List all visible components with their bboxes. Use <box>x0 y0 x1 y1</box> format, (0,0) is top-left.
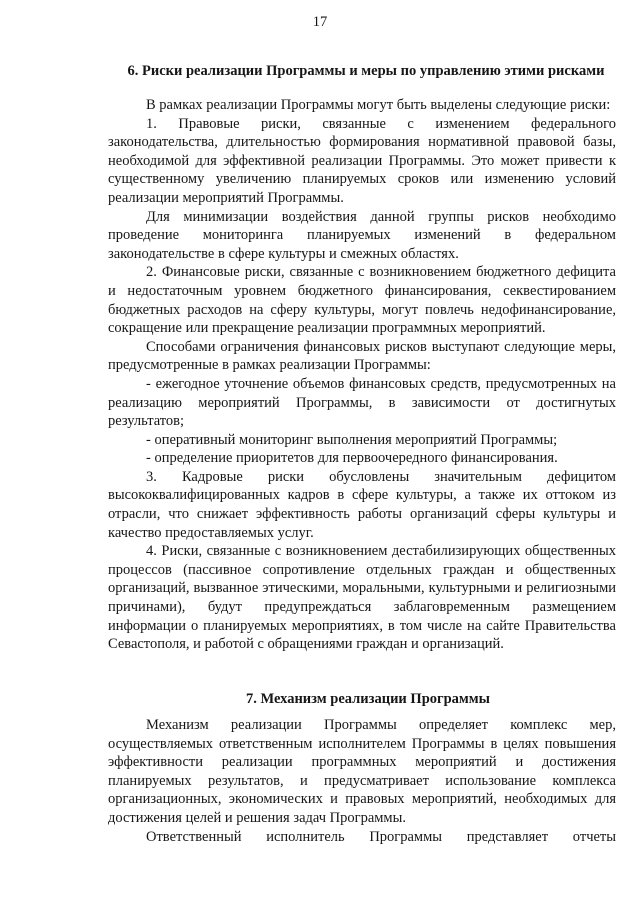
paragraph: Способами ограничения финансовых рисков выступают следующие меры, предусмотренные в рамках реализации Программы: <box>108 338 616 374</box>
page-number: 17 <box>312 14 328 30</box>
paragraph: Для минимизации воздействия данной группы рисков необходимо проведение мониторинга планируемых изменений в федеральном законодательстве в сфере культуры и смежных областях. <box>108 208 616 262</box>
list-item: - оперативный мониторинг выполнения мероприятий Программы; <box>146 431 558 448</box>
paragraph: В рамках реализации Программы могут быть выделены следующие риски: <box>146 97 611 113</box>
paragraph: 1. Правовые риски, связанные с изменением федерального законодательства, длительностью формирования нормативной правовой базы, необходимой для эффективной реализации Программы. Это может привести к существенному увеличению планируемых сроков или изменению условий реализации мероприятий Программы. <box>108 115 616 206</box>
section-6-body <box>108 96 616 654</box>
paragraph: 2. Финансовые риски, связанные с возникновением бюджетного дефицита и недостаточным уровнем бюджетного финансирования, секвестированием бюджетных расходов на сферу культуры, могут повлечь недофинансирование, сокращение или прекращение реализации программных мероприятий. <box>108 264 616 337</box>
section-7-heading: 7. Механизм реализации Программы <box>246 691 490 707</box>
paragraph: 3. Кадровые риски обусловлены значительным дефицитом высококвалифицированных кадров в сфере культуры, а также их оттоком из отрасли, что снижает эффективность работы организаций сферы культуры и качество предоставляемых услуг. <box>108 468 616 541</box>
paragraph: 4. Риски, связанные с возникновением дестабилизирующих общественных процессов (пассивное сопротивление отдельных граждан и общественных организаций, вызванное этическими, моральными, культурными и религиозными причинами), будут предупреждаться заблаговременным размещением информации о планируемых мероприятиях, в том числе на сайте Правительства Севастополя, и работой с обращениями граждан и организаций. <box>108 543 616 653</box>
list-item: - ежегодное уточнение объемов финансовых средств, предусмотренных на реализацию мероприятий Программы, в зависимости от достигнутых результатов; <box>108 375 616 430</box>
paragraph: Механизм реализации Программы определяет комплекс мер, осуществляемых ответственным исполнителем Программы в целях повышения эффективности реализации программных мероприятий и достижения планируемых результатов, и предусматривает использование комплекса организационных, экономических и правовых мероприятий, необходимых для достижения целей и решения задач Программы. <box>108 717 616 826</box>
list-item: - определение приоритетов для первоочередного финансирования. <box>146 450 558 467</box>
section-7-body <box>108 716 616 846</box>
section-6-heading: 6. Риски реализации Программы и меры по управлению этими рисками <box>127 63 605 79</box>
paragraph: Ответственный исполнитель Программы представляет отчеты <box>146 828 616 845</box>
